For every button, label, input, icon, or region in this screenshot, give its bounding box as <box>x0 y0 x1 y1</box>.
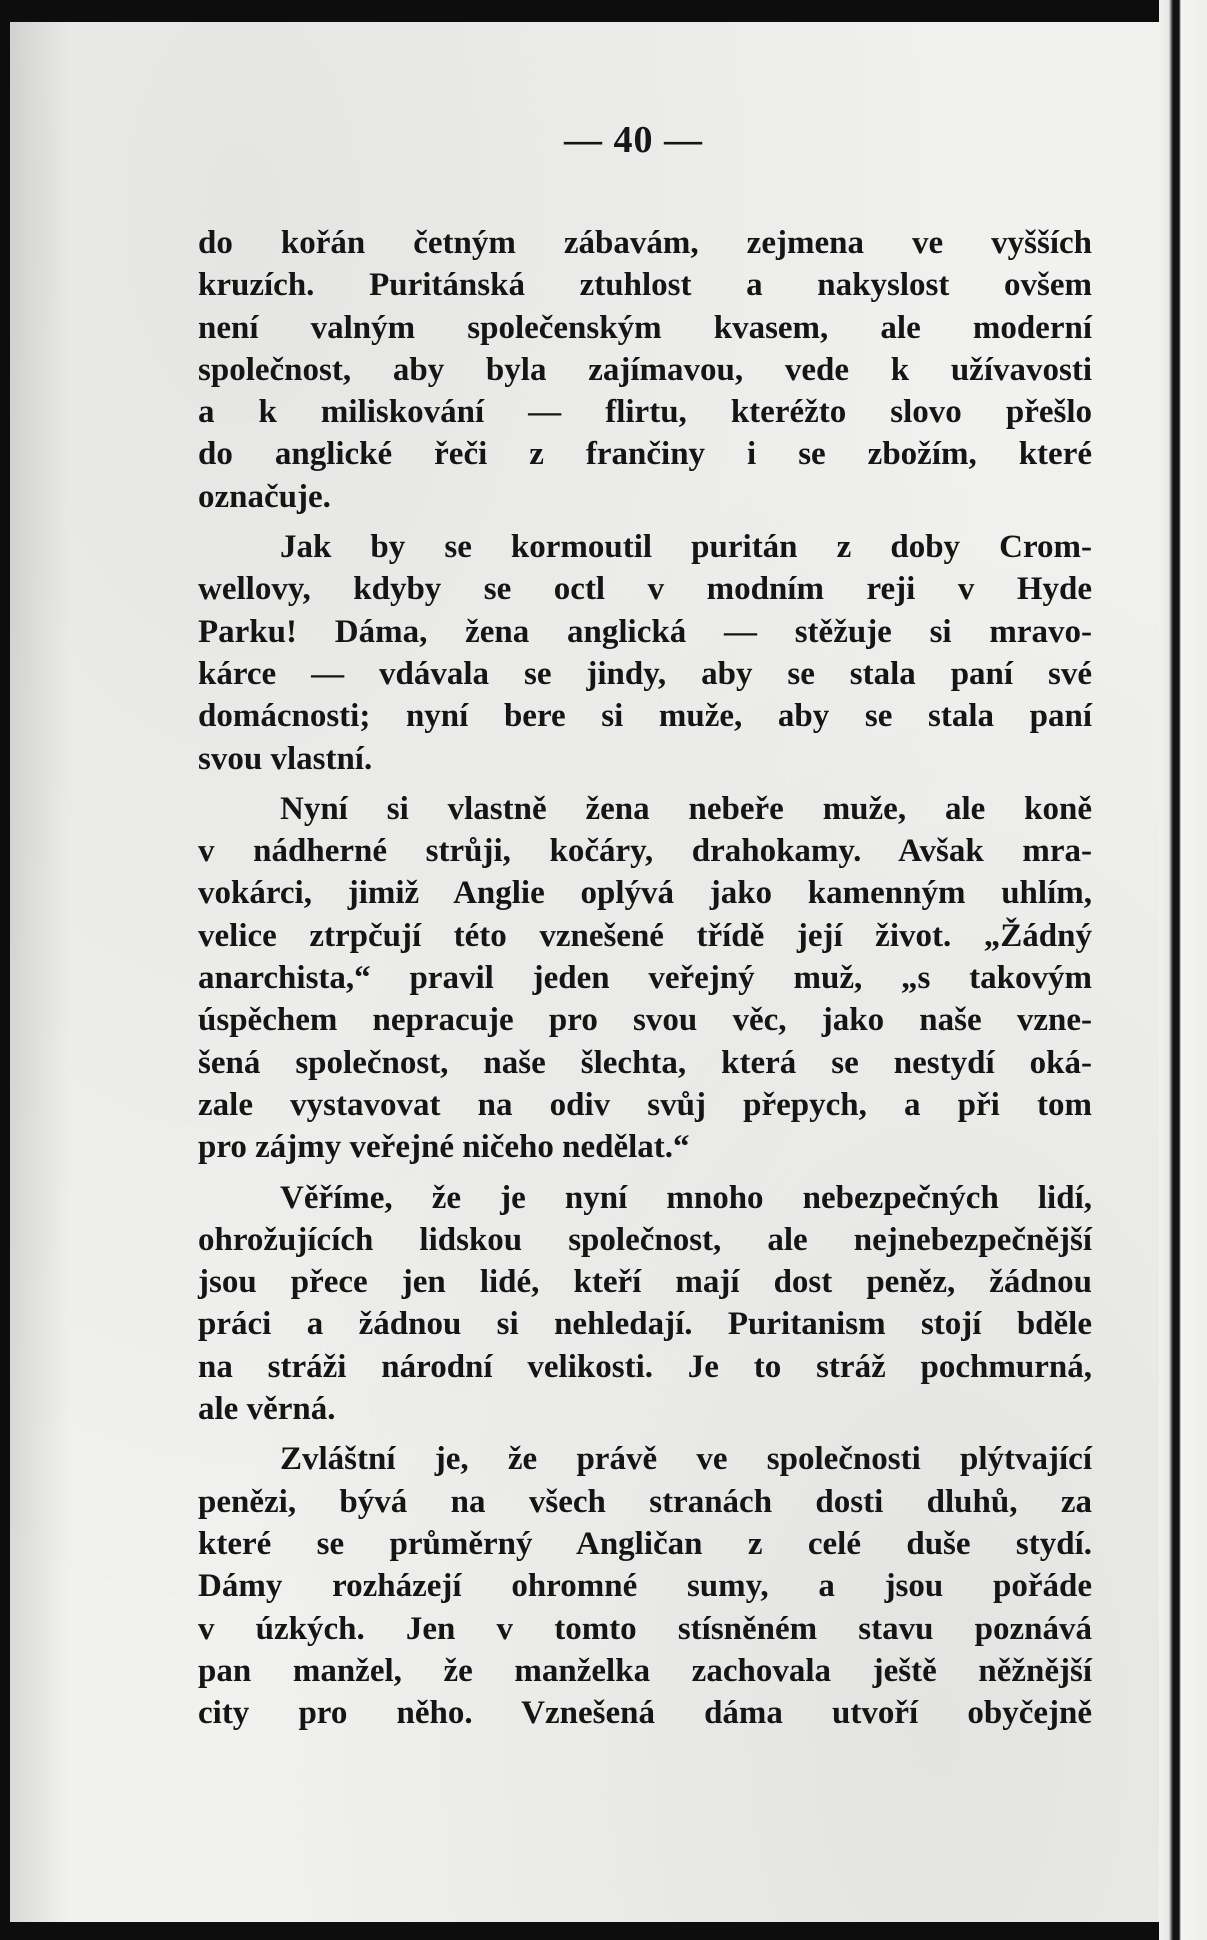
paragraph <box>198 1438 1092 1734</box>
text-line: Zvláštní je, že právě ve společnosti plýtvající <box>280 1441 1092 1478</box>
text-line: není valným společenským kvasem, ale moderní <box>198 309 1092 346</box>
text-line: Jak by se kormoutil puritán z doby Crom- <box>280 529 1092 566</box>
text-line: úspěchem nepracuje pro svou věc, jako naše vzne- <box>198 1002 1092 1039</box>
text-line: pan manžel, že manželka zachovala ještě něžnější <box>198 1652 1092 1689</box>
paragraph <box>198 1177 1092 1431</box>
paragraph <box>198 526 1092 780</box>
text-line: wellovy, kdyby se octl v modním reji v Hyde <box>198 571 1092 608</box>
text-line: svou vlastní. <box>198 740 373 777</box>
text-line: na stráži národní velikosti. Je to stráž pochmurná, <box>198 1348 1092 1385</box>
text-line: pro zájmy veřejné ničeho nedělat.“ <box>198 1129 690 1166</box>
text-line: Věříme, že je nyní mnoho nebezpečných lidí, <box>280 1179 1092 1216</box>
text-line: penězi, bývá na všech stranách dosti dluhů, za <box>198 1483 1092 1520</box>
text-line: ohrožujících lidskou společnost, ale nejnebezpečnější <box>198 1221 1092 1258</box>
text-line: označuje. <box>198 478 331 515</box>
text-line: domácnosti; nyní bere si muže, aby se stala paní <box>198 698 1092 735</box>
paragraph-gap <box>198 1169 1092 1177</box>
text-line: v nádherné strůji, kočáry, drahokamy. Avšak mra- <box>198 833 1092 870</box>
text-line: a k miliskování — flirtu, kteréžto slovo přešlo <box>198 394 1092 431</box>
text-line: Dámy rozházejí ohromné sumy, a jsou pořáde <box>198 1568 1092 1605</box>
text-line: anarchista,“ pravil jeden veřejný muž, „s takovým <box>198 960 1092 997</box>
paragraph <box>198 222 1092 518</box>
text-line: do anglické řeči z frančiny i se zbožím, které <box>198 436 1092 473</box>
text-line: práci a žádnou si nehledají. Puritanism stojí bděle <box>198 1306 1092 1343</box>
page-binding-edge <box>1159 0 1207 1940</box>
paragraph-gap <box>198 518 1092 526</box>
paragraph <box>198 788 1092 1169</box>
text-line: zale vystavovat na odiv svůj přepych, a při tom <box>198 1086 1092 1123</box>
paragraph-gap <box>198 1430 1092 1438</box>
body-text <box>198 222 1092 1734</box>
text-line: city pro něho. Vznešená dáma utvoří obyčejně <box>198 1695 1092 1732</box>
text-line: ale věrná. <box>198 1391 336 1428</box>
text-line: do kořán četným zábavám, zejmena ve vyšších <box>198 225 1092 261</box>
text-line: Nyní si vlastně žena nebeře muže, ale koně <box>280 790 1092 827</box>
text-line: kruzích. Puritánská ztuhlost a nakyslost ovšem <box>198 267 1092 304</box>
text-line: Parku! Dáma, žena anglická — stěžuje si mravo- <box>198 613 1092 650</box>
text-line: jsou přece jen lidé, kteří mají dost peněz, žádnou <box>198 1264 1092 1301</box>
text-line: velice ztrpčují této vznešené třídě její život. „Žádný <box>198 917 1092 954</box>
text-line: vokárci, jimiž Anglie oplývá jako kamenným uhlím, <box>198 875 1092 912</box>
text-line: společnost, aby byla zajímavou, vede k užívavosti <box>198 351 1092 388</box>
text-line: které se průměrný Angličan z celé duše stydí. <box>198 1525 1092 1562</box>
text-line: v úzkých. Jen v tomto stísněném stavu poznává <box>198 1610 1092 1647</box>
paragraph-gap <box>198 780 1092 788</box>
text-line: kárce — vdávala se jindy, aby se stala paní své <box>198 655 1092 692</box>
page-number: — 40 — <box>564 119 703 161</box>
text-line: šená společnost, naše šlechta, která se nestydí oká- <box>198 1044 1092 1081</box>
